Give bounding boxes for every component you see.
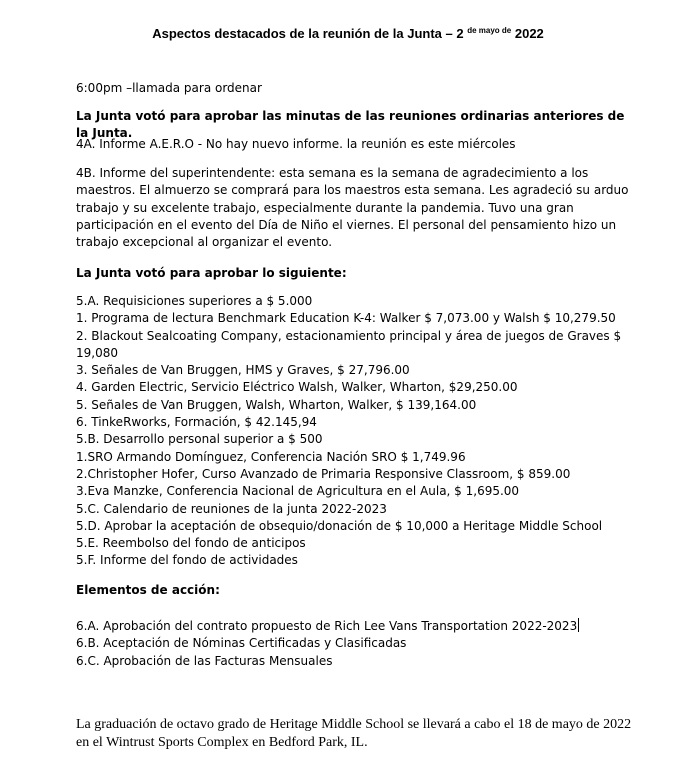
list-item: 1. Programa de lectura Benchmark Education K-4: Walker $ 7,073.00 y Walsh $ 10,279.50	[76, 311, 616, 326]
list-item: 6. TinkeRworks, Formación, $ 42.145,94	[76, 415, 317, 430]
closing-paragraph: La graduación de octavo grado de Heritage Middle School se llevará a cabo el 18 de mayo de 2022 en el Wintrust Sports Complex en Bedford Park, IL.	[76, 717, 632, 750]
title-main: Aspectos destacados de la reunión de la Junta – 2	[152, 26, 464, 41]
call-to-order: 6:00pm –llamada para ordenar	[76, 81, 262, 95]
approval-list	[76, 293, 636, 570]
title-superscript: de mayo de	[467, 26, 512, 35]
superintendent-report: 4B. Informe del superintendente: esta semana es la semana de agradecimiento a los maestros. El almuerzo se comprará para los maestros esta semana. Les agradeció su arduo trabajo y su excelente trabajo, especialmente durante la pandemia. Tuvo una gran participación en el evento del Día de Niño el viernes. El personal del pensamiento hizo un trabajo excepcional al organizar el evento.	[76, 166, 629, 250]
list-item: 4. Garden Electric, Servicio Eléctrico Walsh, Walker, Wharton, $29,250.00	[76, 380, 518, 395]
list-item: 5.E. Reembolso del fondo de anticipos	[76, 536, 306, 551]
page-title	[0, 26, 696, 41]
action-heading: Elementos de acción:	[76, 583, 220, 597]
title-year: 2022	[514, 26, 544, 41]
minutes-vote: La Junta votó para aprobar las minutas de las reuniones ordinarias anteriores de la Junta.	[76, 109, 625, 141]
list-item: 5.B. Desarrollo personal superior a $ 500	[76, 432, 323, 447]
list-item: 5.F. Informe del fondo de actividades	[76, 553, 298, 568]
list-item: 5.A. Requisiciones superiores a $ 5.000	[76, 294, 313, 308]
list-item: 3. Señales de Van Bruggen, HMS y Graves, $ 27,796.00	[76, 363, 410, 378]
list-item[interactable]	[76, 618, 636, 635]
approval-heading: La Junta votó para aprobar lo siguiente:	[76, 266, 347, 280]
aero-report: 4A. Informe A.E.R.O - No hay nuevo informe. la reunión es este miércoles	[76, 137, 516, 151]
list-item: 2.Christopher Hofer, Curso Avanzado de Primaria Responsive Classroom, $ 859.00	[76, 466, 571, 481]
action-item-text: 6.A. Aprobación del contrato propuesto de Rich Lee Vans Transportation 2022-2023	[76, 619, 578, 633]
list-item: 1.SRO Armando Domínguez, Conferencia Nación SRO $ 1,749.96	[76, 449, 466, 464]
list-item: 5.D. Aprobar la aceptación de obsequio/donación de $ 10,000 a Heritage Middle School	[76, 518, 603, 533]
list-item: 5. Señales de Van Bruggen, Walsh, Wharton, Walker, $ 139,164.00	[76, 397, 477, 412]
action-list	[76, 618, 636, 670]
list-item: 6.C. Aprobación de las Facturas Mensuales	[76, 653, 333, 668]
text-cursor	[578, 618, 579, 632]
list-item: 5.C. Calendario de reuniones de la junta 2022-2023	[76, 501, 387, 516]
list-item: 6.B. Aceptación de Nóminas Certificadas y Clasificadas	[76, 636, 407, 651]
list-item: 2. Blackout Sealcoating Company, estacionamiento principal y área de juegos de Graves $ 19,080	[76, 328, 622, 360]
list-item: 3.Eva Manzke, Conferencia Nacional de Agricultura en el Aula, $ 1,695.00	[76, 484, 520, 499]
